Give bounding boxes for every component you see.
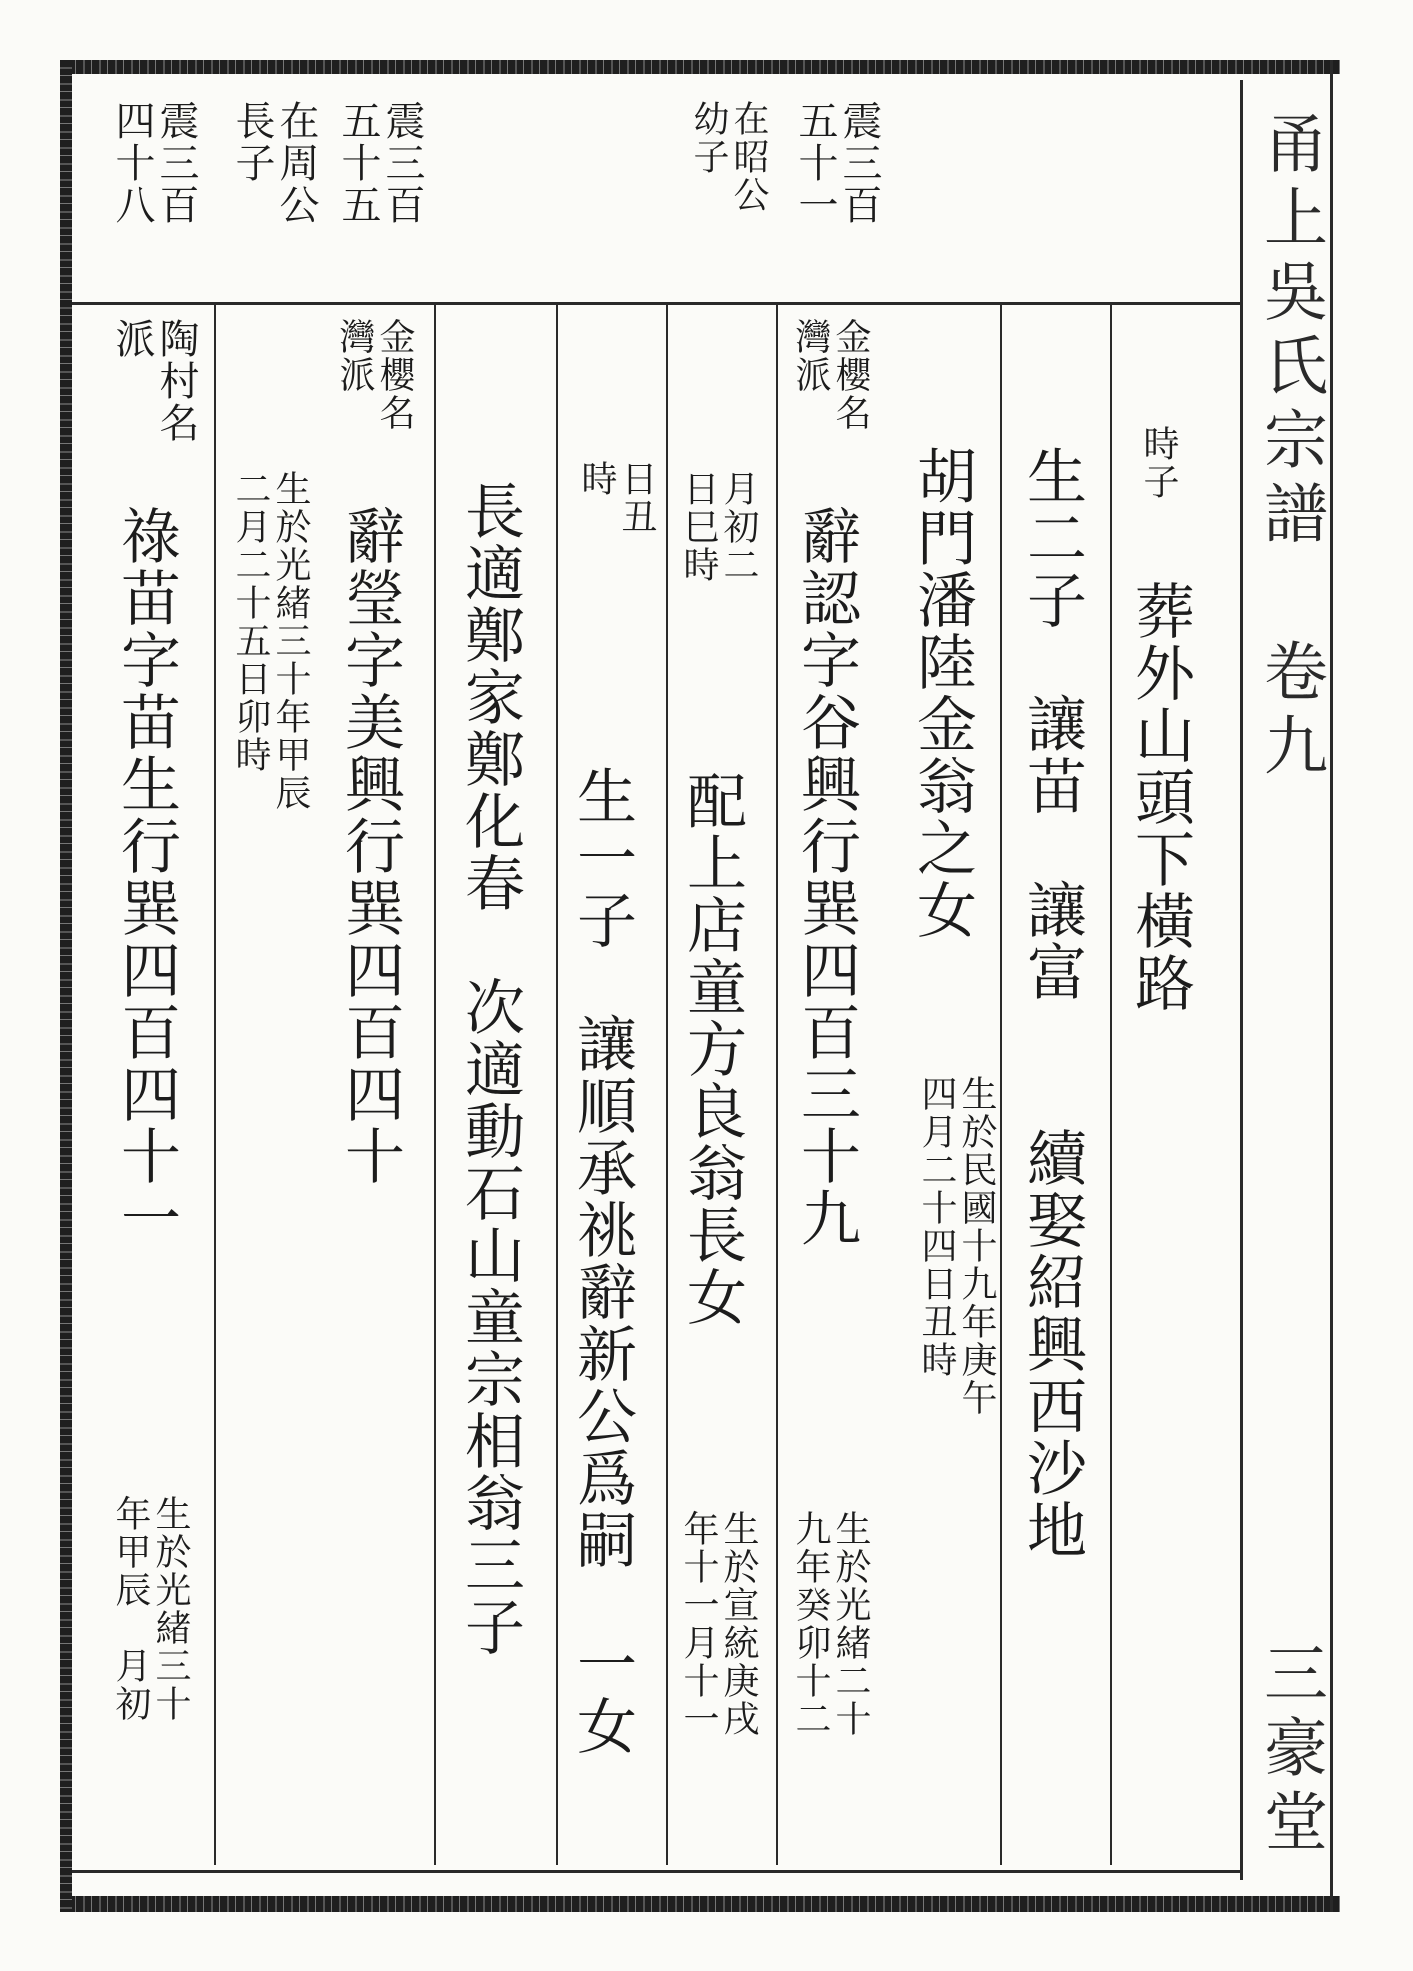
genealogy-title: 甬上吳氏宗譜 卷九	[1253, 110, 1327, 786]
entry-zhen-348	[109, 100, 199, 226]
spouse-name: 配上店童方良翁長女	[677, 770, 747, 1328]
note-col: 生於民國十九年庚午	[956, 1075, 997, 1417]
entry-zhen-351-note	[688, 100, 769, 214]
lead-col: 灣派	[790, 318, 831, 394]
hall-name: 三豪堂	[1253, 1640, 1327, 1862]
note-col: 幼子	[688, 100, 729, 176]
lead-col: 灣派	[334, 318, 375, 394]
top-border	[60, 60, 1340, 74]
register-rule	[72, 302, 1240, 305]
lead-col: 月初二	[718, 470, 759, 584]
entry-zhen-351-col: 五十一	[792, 100, 838, 226]
inner-bottom-rule	[72, 1870, 1242, 1873]
lead-col: 日丑	[616, 460, 657, 536]
note-col: 年甲辰 月初	[110, 1495, 151, 1723]
note-col: 在昭公	[728, 100, 769, 214]
burial-place: 葬外山頭下橫路	[1125, 580, 1195, 1014]
entry-zhen-348-col: 震三百	[153, 100, 199, 226]
note-col: 在周公	[273, 100, 319, 226]
wife-origin: 胡門潘陸金翁之女	[907, 445, 977, 941]
lead-col: 派	[109, 318, 155, 360]
right-border	[1330, 60, 1333, 1912]
lead-col: 金櫻名	[830, 318, 871, 432]
note-col: 長子	[229, 100, 275, 184]
wife-birth-note	[916, 1075, 997, 1417]
note-col: 生於宣統庚戌	[718, 1510, 759, 1738]
note-col: 生於光緒二十	[830, 1510, 871, 1738]
ci-ren-name: 辭認字谷興行巽四百三十九	[791, 505, 861, 1249]
spouse-birth-note	[678, 1510, 759, 1738]
ci-ying-name: 辭瑩字美興行巽四百四十	[335, 505, 405, 1187]
col-separator	[666, 305, 668, 1865]
children-lead	[576, 460, 657, 536]
lu-miao-name: 祿苗字苗生行巽四百四十一	[111, 505, 181, 1249]
entry-zhen-351	[792, 100, 882, 226]
col-separator	[776, 305, 778, 1865]
daughters-marriages: 長適鄭家鄭化春 次適動石山童宗相翁三子	[455, 480, 525, 1658]
note-col: 四月二十四日丑時	[916, 1075, 957, 1379]
margin-line	[1240, 80, 1243, 1880]
sons-and-remarriage: 生二子 讓苗 讓富 續娶紹興西沙地	[1017, 445, 1087, 1561]
lead-col: 金櫻名	[374, 318, 415, 432]
note-col: 生於光緒三十年甲辰	[270, 470, 311, 812]
entry-zhen-351-col: 震三百	[836, 100, 882, 226]
col-separator	[1000, 305, 1002, 1865]
ci-ying-birth-note	[230, 470, 311, 812]
ci-ren-birth-note	[790, 1510, 871, 1738]
bottom-border	[60, 1896, 1340, 1912]
entry-zhen-348-col: 四十八	[109, 100, 155, 226]
entry-zhen-355-note	[229, 100, 319, 226]
lead-col: 陶村名	[153, 318, 199, 444]
note-col: 九年癸卯十二	[790, 1510, 831, 1738]
col-separator	[556, 305, 558, 1865]
note-col: 二月二十五日卯時	[230, 470, 271, 774]
entry-zhen-355-col: 五十五	[335, 100, 381, 226]
lu-miao-lead	[109, 318, 199, 444]
entry-zhen-355-col: 震三百	[379, 100, 425, 226]
note-col: 年十一月十一	[678, 1510, 719, 1738]
burial-time-note: 時子	[1138, 425, 1179, 501]
left-border	[60, 60, 72, 1912]
lu-miao-birth-note	[110, 1495, 191, 1723]
lead-col: 時	[576, 460, 617, 498]
entry-zhen-355	[335, 100, 425, 226]
col-separator	[1110, 305, 1112, 1865]
spouse-lead	[678, 470, 759, 584]
ci-ying-lead	[334, 318, 415, 432]
lead-col: 日巳時	[678, 470, 719, 584]
col-separator	[434, 305, 436, 1865]
note-col: 生於光緒三十	[150, 1495, 191, 1723]
col-separator	[214, 305, 216, 1865]
children-and-heir: 生一子 讓順承祧辭新公爲嗣 一女	[567, 765, 637, 1757]
ci-ren-lead	[790, 318, 871, 432]
